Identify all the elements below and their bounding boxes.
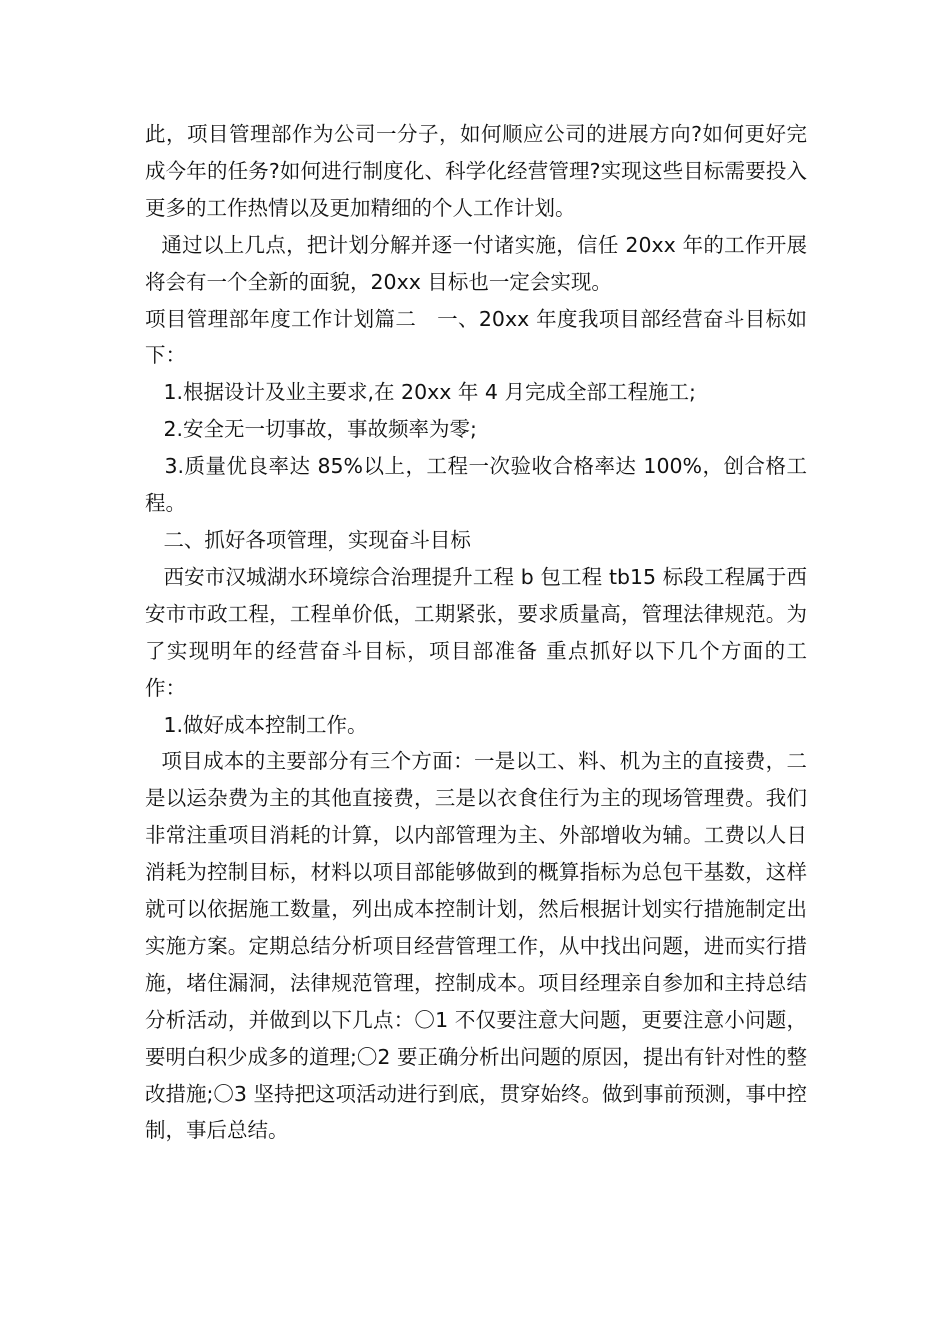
document-body bbox=[145, 116, 807, 1149]
paragraph-cost-details: 项目成本的主要部分有三个方面：一是以工、料、机为主的直接费，二是以运杂费为主的其他直接费，三是以衣食住行为主的现场管理费。我们非常注重项目消耗的计算，以内部管理为主、外部增收为辅。工费以人日消耗为控制目标，材料以项目部能够做到的概算指标为总包干基数，这样就可以依据施工数量，列出成本控制计划，然后根据计划实行措施制定出实施方案。定期总结分析项目经营管理工作，从中找出问题，进而实行措施，堵住漏洞，法律规范管理，控制成本。项目经理亲自参加和主持总结分析活动，并做到以下几点：〇1 不仅要注意大问题，更要注意小问题，要明白积少成多的道理;〇2 要正确分析出问题的原因，提出有针对性的整改措施;〇3 坚持把这项活动进行到底，贯穿始终。做到事前预测，事中控制，事后总结。 bbox=[145, 749, 807, 1143]
paragraph-intro-continuation: 此，项目管理部作为公司一分子，如何顺应公司的进展方向?如何更好完成今年的任务?如何进行制度化、科学化经营管理?实现这些目标需要投入更多的工作热情以及更加精细的个人工作计划。 bbox=[145, 122, 807, 220]
list-item-goal-1: 1.根据设计及业主要求,在 20xx 年 4 月完成全部工程施工; bbox=[163, 380, 696, 405]
list-item-cost-control: 1.做好成本控制工作。 bbox=[163, 712, 368, 737]
list-item-goal-3: 3.质量优良率达 85%以上，工程一次验收合格率达 100%，创合格工程。 bbox=[145, 454, 807, 516]
section-heading-plan-two: 项目管理部年度工作计划篇二 一、20xx 年度我项目部经营奋斗目标如下： bbox=[145, 306, 807, 368]
list-item-goal-2: 2.安全无一切事故，事故频率为零; bbox=[163, 417, 477, 442]
section-heading-management: 二、抓好各项管理，实现奋斗目标 bbox=[163, 527, 471, 552]
paragraph-project-description: 西安市汉城湖水环境综合治理提升工程 b 包工程 tb15 标段工程属于西安市市政工程，工程单价低，工期紧张，要求质量高，管理法律规范。为了实现明年的经营奋斗目标，项目部准备 重点抓好以下几个方面的工作： bbox=[145, 564, 807, 700]
paragraph-implementation: 通过以上几点，把计划分解并逐一付诸实施，信任 20xx 年的工作开展将会有一个全新的面貌，20xx 目标也一定会实现。 bbox=[145, 232, 807, 294]
